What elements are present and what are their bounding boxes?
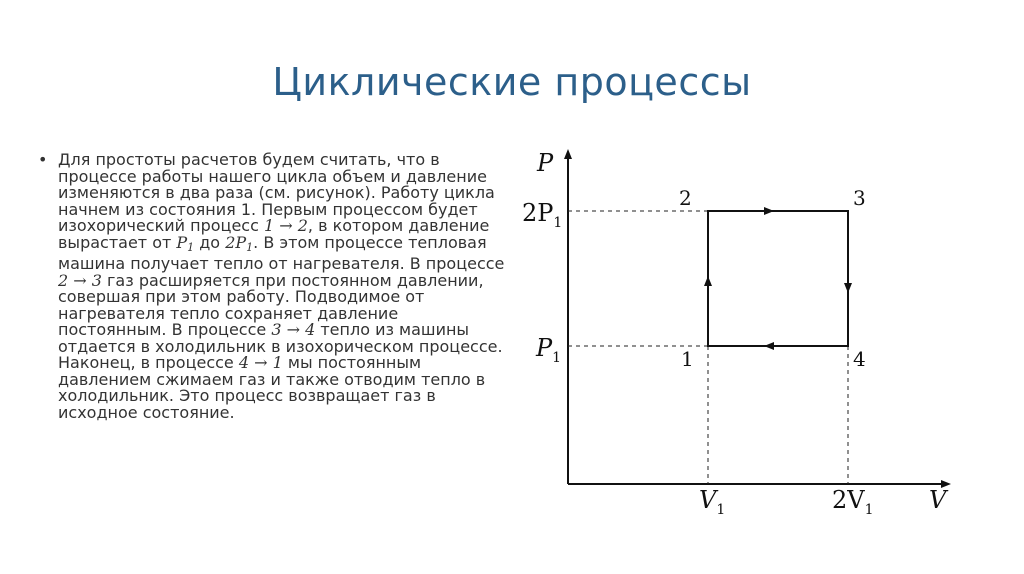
tick-v1: $V_1$	[699, 486, 726, 518]
arrow-4-1	[764, 342, 774, 350]
pressure-2p-sub: 1	[246, 240, 254, 254]
slide-title: Циклические процессы	[272, 60, 752, 104]
state-3: 3	[853, 186, 866, 210]
pressure-p: P	[176, 232, 188, 252]
arrow-1-2	[704, 276, 712, 286]
bullet-marker: •	[38, 150, 48, 169]
text-segment: мы постоянным давлением сжимаем газ и также отводим тепло в холодильник. Это процесс возвращает газ в исходное состояние.	[58, 353, 486, 422]
process-2-3: 2 → 3	[58, 270, 102, 290]
text-segment: газ расширяется при постоянном давлении, совершая при этом работу. Подводимое от нагревателя тепло сохраняет давление постоянным. В процессе	[58, 270, 484, 339]
axis-x-label: V	[929, 486, 947, 514]
text-segment: Для простоты расчетов будем считать, что в процессе работы нашего цикла объем и давление изменяются в два раза (см. рисунок). Работу цикла начнем из состояния 1. Первым процессом будет изохорический процесс	[58, 150, 495, 235]
text-segment: , в котором давление вырастает от	[58, 216, 490, 252]
text-segment: тепло из машины отдается в холодильник в изохорическом процессе. Наконец, в процессе	[58, 320, 503, 372]
state-2: 2	[679, 186, 692, 210]
pressure-2p: 2P	[225, 232, 247, 252]
pressure-p-sub: 1	[187, 240, 195, 254]
tick-p1: $P_1$	[536, 334, 562, 366]
process-4-1: 4 → 1	[238, 353, 283, 372]
cycle-path	[708, 211, 848, 346]
tick-2p1: $2P_1$	[522, 199, 563, 231]
arrow-2-3	[764, 207, 774, 215]
process-1-2: 1 → 2	[263, 216, 308, 235]
axis-y-label: P	[537, 149, 554, 177]
state-4: 4	[853, 347, 866, 371]
state-1: 1	[681, 347, 694, 371]
process-3-4: 3 → 4	[271, 320, 316, 339]
text-segment: до	[194, 232, 226, 252]
tick-2v1: $2V_1$	[832, 486, 874, 518]
text-segment: . В этом процессе тепловая машина получает тепло от нагревателя. В процессе	[58, 232, 505, 273]
arrow-3-4	[844, 283, 852, 293]
